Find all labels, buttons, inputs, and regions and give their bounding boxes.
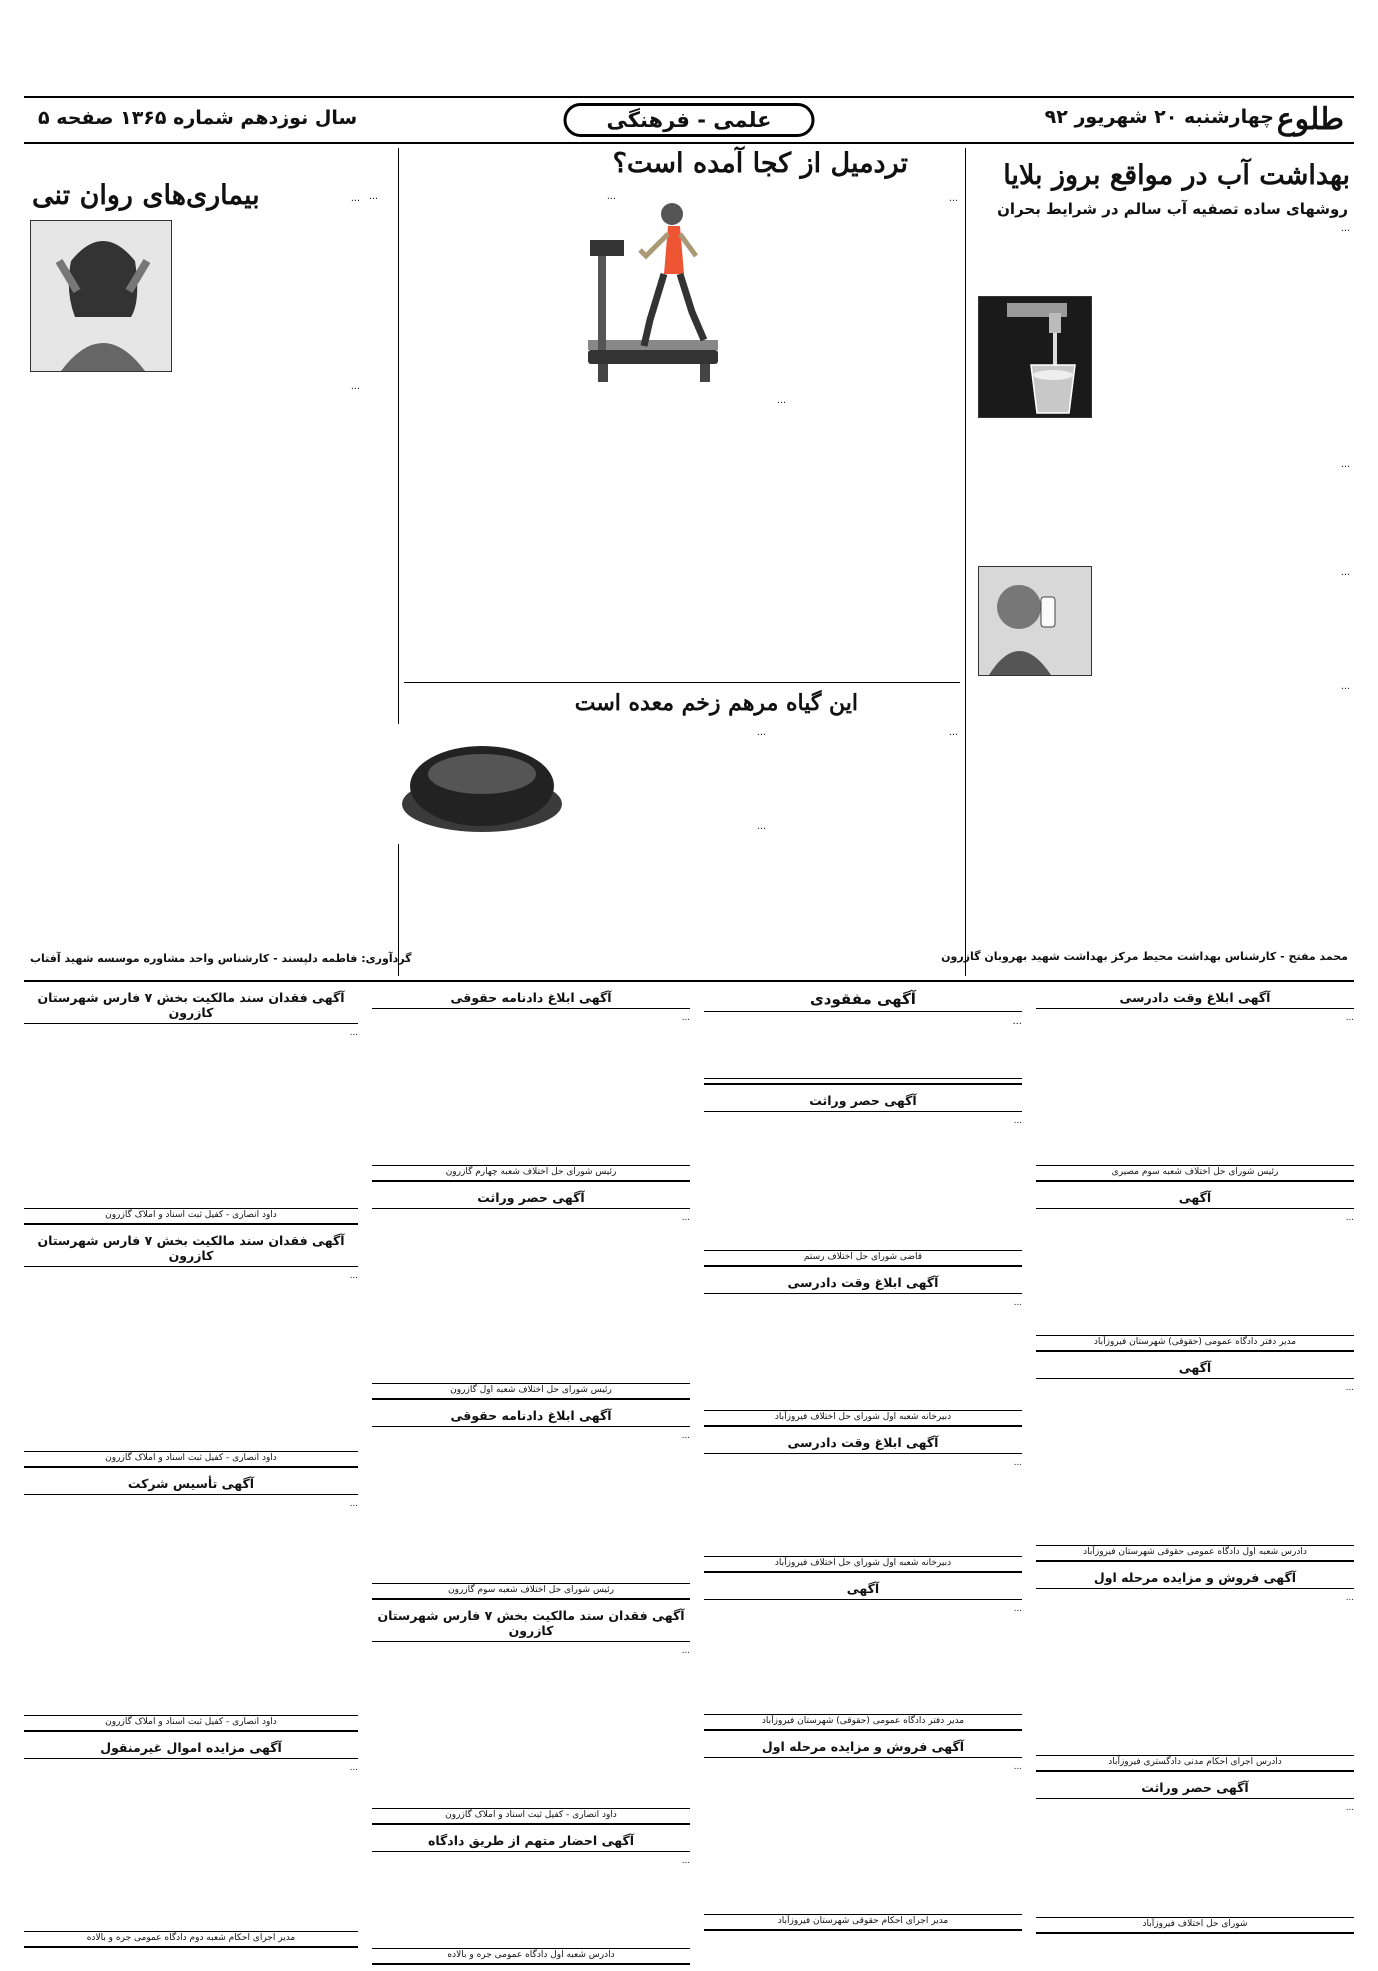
ad-item [372, 1188, 690, 1406]
newspaper-logo: طلوع [1276, 102, 1344, 137]
article-body-cont: ... [368, 191, 378, 202]
ad-footer: رئیس شورای حل اختلاف شعبه سوم گازرون [372, 1583, 690, 1600]
issue-date: چهارشنبه ۲۰ شهریور ۹۲ [1044, 106, 1274, 128]
ad-item [24, 1231, 358, 1474]
ad-footer: دادرس شعبه اول دادگاه عمومی جره و بالاده [372, 1948, 690, 1965]
ad-body: ... [681, 1213, 690, 1223]
ad-title: آگهی حصر وراثت [372, 1188, 690, 1209]
article-title: بهداشت آب در مواقع بروز بلایا [1003, 160, 1350, 191]
ad-title: آگهی فروش و مزایده مرحله اول [1036, 1568, 1354, 1589]
issue-meta: سال نوزدهم شماره ۱۳۶۵ صفحه ۵ [38, 107, 358, 129]
ad-item [1036, 1358, 1354, 1568]
ad-item [704, 988, 1022, 1091]
ad-title: آگهی ابلاغ دادنامه حقوقی [372, 988, 690, 1009]
ads-column [1036, 988, 1354, 1948]
article-body: ... [948, 727, 958, 738]
ad-title: آگهی ابلاغ وقت دادرسی [1036, 988, 1354, 1009]
ad-footer: رئیس شورای حل اختلاف شعبه اول گازرون [372, 1383, 690, 1400]
ad-title: آگهی حصر وراثت [1036, 1778, 1354, 1799]
black-cumin-seeds-photo [388, 724, 576, 844]
article-subtitle: روشهای ساده تصفیه آب سالم در شرایط بحران [997, 200, 1348, 218]
ad-body: ... [681, 1646, 690, 1656]
article-body: ... [948, 193, 958, 204]
ad-item [372, 1831, 690, 1971]
ad-footer: شورای حل اختلاف فیروزآباد [1036, 1917, 1354, 1934]
article-byline: محمد مفتح - کارشناس بهداشت محیط مرکز بهداشت شهید بهروبان گازرون [941, 950, 1348, 963]
ad-title: آگهی حصر وراثت [704, 1091, 1022, 1112]
article-title: بیماری‌های روان تنی [32, 180, 260, 211]
article-body-cont: ... [1340, 567, 1350, 578]
ad-footer: داود انصاری - کفیل ثبت اسناد و املاک گازرون [372, 1808, 690, 1825]
water-glass-photo [978, 296, 1092, 418]
ad-footer: مدیر اجرای احکام حقوقی شهرستان فیروزآباد [704, 1914, 1022, 1931]
ad-body: ... [1345, 1803, 1354, 1813]
article-body-cont: ... [606, 191, 616, 202]
ad-body: ... [1013, 1458, 1022, 1468]
ad-item [704, 1273, 1022, 1433]
stressed-woman-photo [30, 220, 172, 372]
ad-footer: دادرس اجرای احکام مدنی دادگستری فیروزآباد [1036, 1755, 1354, 1772]
ad-item [1036, 1188, 1354, 1358]
ad-item [1036, 1778, 1354, 1940]
ad-body: ... [349, 1271, 358, 1281]
section-title: علمی - فرهنگی [564, 103, 815, 137]
ad-body: ... [1013, 1762, 1022, 1772]
ad-item [372, 988, 690, 1188]
ad-item [24, 1474, 358, 1738]
ad-body: ... [349, 1763, 358, 1773]
ad-body: ... [349, 1499, 358, 1509]
ad-footer: مدیر دفتر دادگاه عمومی (حقوقی) شهرستان فیروزآباد [1036, 1335, 1354, 1352]
ad-item [704, 1433, 1022, 1579]
ad-item [24, 1738, 358, 1954]
ad-footer: مدیر اجرای احکام شعبه دوم دادگاه عمومی جره و بالاده [24, 1931, 358, 1948]
ad-body: ... [1345, 1383, 1354, 1393]
ads-column [372, 988, 690, 1960]
ad-footer: داود انصاری - کفیل ثبت اسناد و املاک گازرون [24, 1715, 358, 1732]
ad-body: ... [1345, 1593, 1354, 1603]
ad-footer: مدیر دفتر دادگاه عمومی (حقوقی) شهرستان فیروزآباد [704, 1714, 1022, 1731]
article-title: تردمیل از کجا آمده است؟ [612, 148, 908, 179]
article-body: ... [350, 193, 360, 204]
ad-title: آگهی [704, 1579, 1022, 1600]
ad-title: آگهی فروش و مزایده مرحله اول [704, 1737, 1022, 1758]
ad-title: آگهی ابلاغ وقت دادرسی [704, 1273, 1022, 1294]
ad-body: ... [681, 1856, 690, 1866]
ad-footer: دبیرخانه شعبه اول شورای حل اختلاف فیروزآباد [704, 1556, 1022, 1573]
article-body-cont: ... [1340, 681, 1350, 692]
ad-title: آگهی فقدان سند مالکیت بخش ۷ فارس شهرستان کازرون [372, 1606, 690, 1642]
ad-body: ... [681, 1013, 690, 1023]
article-body: ... [1340, 223, 1350, 234]
classified-ads [24, 988, 1354, 1960]
article-body-cont: ... [756, 821, 766, 832]
article-body-cont: ... [1340, 459, 1350, 470]
article-title: این گیاه مرهم زخم معده است [574, 690, 858, 716]
ad-title: آگهی [1036, 1188, 1354, 1209]
ad-body: ... [1345, 1213, 1354, 1223]
ad-body: ... [349, 1028, 358, 1038]
person-drinking-photo [978, 566, 1092, 676]
ad-body: ... [1013, 1116, 1022, 1126]
ad-title: آگهی مفقودی [704, 988, 1022, 1012]
ad-footer [704, 1078, 1022, 1085]
article-body-cont: ... [756, 727, 766, 738]
ad-body: ... [1013, 1298, 1022, 1308]
column-rule [965, 148, 966, 976]
ad-body: ... [1013, 1604, 1022, 1614]
masthead [24, 96, 1354, 144]
ad-item [704, 1579, 1022, 1737]
ad-footer: داود انصاری - کفیل ثبت اسناد و املاک گازرون [24, 1451, 358, 1468]
ad-footer: قاضی شورای حل اختلاف رستم [704, 1250, 1022, 1267]
ad-footer: دبیرخانه شعبه اول شورای حل اختلاف فیروزآباد [704, 1410, 1022, 1427]
ad-footer: دادرس شعبه اول دادگاه عمومی حقوقی شهرستان فیروزآباد [1036, 1545, 1354, 1562]
ad-footer: داود انصاری - کفیل ثبت اسناد و املاک گازرون [24, 1208, 358, 1225]
column-rule [398, 148, 399, 976]
ad-footer: رئیس شورای حل اختلاف شعبه سوم مصیری [1036, 1165, 1354, 1182]
ad-body: ... [1345, 1013, 1354, 1023]
ad-item [1036, 988, 1354, 1188]
ad-title: آگهی تأسیس شرکت [24, 1474, 358, 1495]
ad-title: آگهی احضار متهم از طریق دادگاه [372, 1831, 690, 1852]
ad-footer: رئیس شورای حل اختلاف شعبه چهارم گازرون [372, 1165, 690, 1182]
ad-title: آگهی فقدان سند مالکیت بخش ۷ فارس شهرستان کازرون [24, 988, 358, 1024]
ad-title: آگهی فقدان سند مالکیت بخش ۷ فارس شهرستان کازرون [24, 1231, 358, 1267]
ad-title: آگهی ابلاغ وقت دادرسی [704, 1433, 1022, 1454]
article-byline: گردآوری: فاطمه دلپسند - کارشناس واحد مشاوره موسسه شهید آفتاب [30, 952, 412, 965]
article-body-cont: ... [776, 395, 786, 406]
ad-item [372, 1606, 690, 1831]
article-body-cont: ... [350, 381, 360, 392]
ads-column [24, 988, 358, 1948]
ad-title: آگهی ابلاغ دادنامه حقوقی [372, 1406, 690, 1427]
ad-item [372, 1406, 690, 1606]
ad-title: آگهی [1036, 1358, 1354, 1379]
ad-title: آگهی مزایده اموال غیرمنقول [24, 1738, 358, 1759]
ad-item [1036, 1568, 1354, 1778]
ad-item [704, 1091, 1022, 1273]
article-divider [404, 682, 960, 683]
ads-column [704, 988, 1022, 1948]
ad-body: ... [1012, 1016, 1022, 1027]
ad-item [704, 1737, 1022, 1937]
ad-body: ... [681, 1431, 690, 1441]
section-divider [24, 980, 1354, 982]
ad-item [24, 988, 358, 1231]
